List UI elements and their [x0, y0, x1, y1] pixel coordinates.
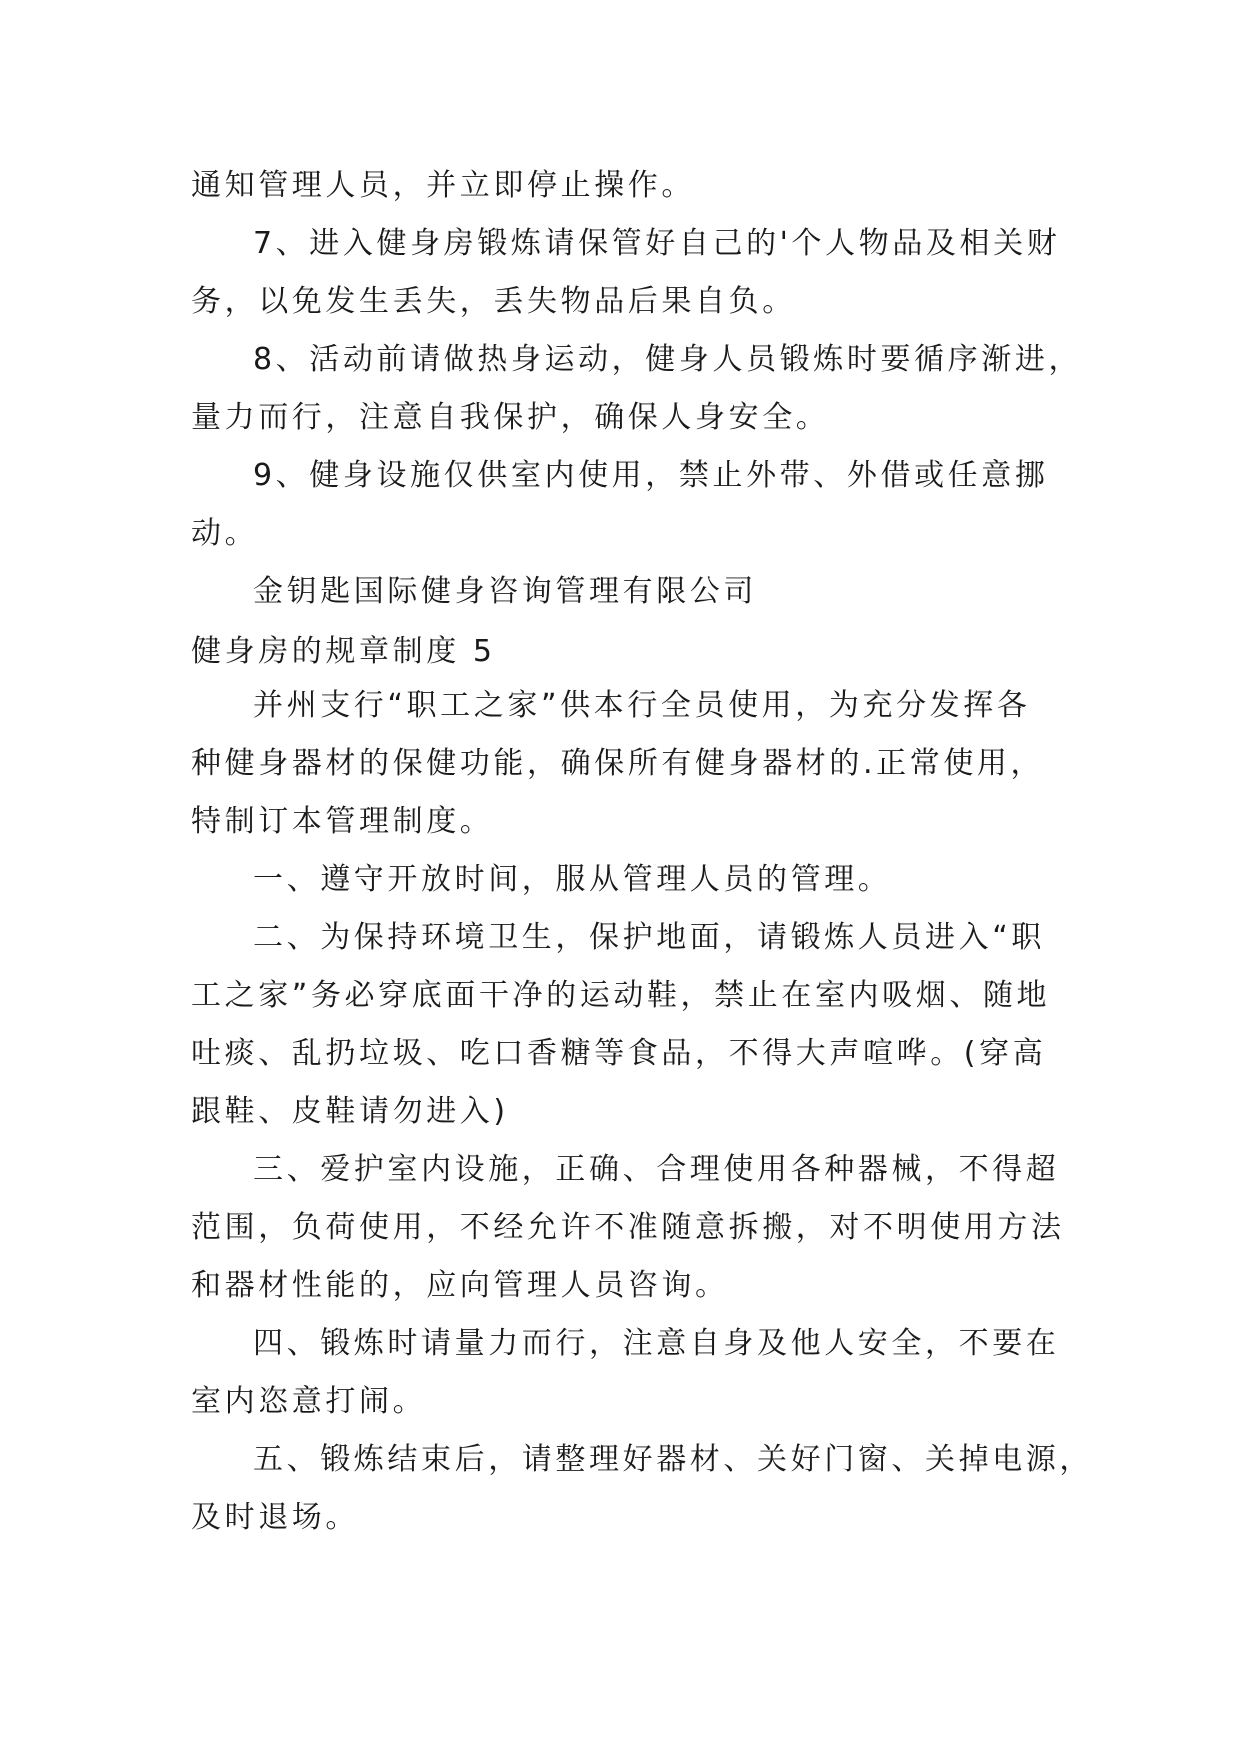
paragraph-line: 通知管理人员，并立即停止操作。: [191, 168, 695, 203]
paragraph-line: 室内恣意打闹。: [191, 1384, 427, 1419]
paragraph-line: 9、健身设施仅供室内使用，禁止外带、外借或任意挪: [253, 458, 1049, 493]
paragraph-line: 三、爱护室内设施，正确、合理使用各种器械，不得超: [253, 1152, 1060, 1187]
paragraph-line: 并州支行“职工之家”供本行全员使用，为充分发挥各: [253, 688, 1031, 723]
paragraph-line: 动。: [191, 516, 259, 551]
section-heading-text: 健身房的规章制度 5: [191, 634, 496, 669]
paragraph-line: 务，以免发生丢失，丢失物品后果自负。: [191, 284, 796, 319]
paragraph-line: 特制订本管理制度。: [191, 804, 494, 839]
paragraph-line: 及时退场。: [191, 1500, 359, 1535]
paragraph-line: 和器材性能的，应向管理人员咨询。: [191, 1268, 729, 1303]
paragraph-line: 一、遵守开放时间，服从管理人员的管理。: [253, 862, 892, 897]
paragraph-line: 种健身器材的保健功能，确保所有健身器材的.正常使用，: [191, 746, 1045, 781]
paragraph-line: 范围，负荷使用，不经允许不准随意拆搬，对不明使用方法: [191, 1210, 1065, 1245]
paragraph-line: 量力而行，注意自我保护，确保人身安全。: [191, 400, 830, 435]
paragraph-line: 8、活动前请做热身运动，健身人员锻炼时要循序渐进，: [253, 342, 1083, 377]
paragraph-line: 跟鞋、皮鞋请勿进入): [191, 1094, 509, 1129]
paragraph-line: 吐痰、乱扔垃圾、吃口香糖等食品，不得大声喧哗。(穿高: [191, 1036, 1047, 1071]
paragraph-line: 五、锻炼结束后，请整理好器材、关好门窗、关掉电源，: [253, 1442, 1093, 1477]
paragraph-line: 7、进入健身房锻炼请保管好自己的'个人物品及相关财: [253, 226, 1061, 261]
paragraph-line: 工之家”务必穿底面干净的运动鞋，禁止在室内吸烟、随地: [191, 978, 1051, 1013]
paragraph-line: 金钥匙国际健身咨询管理有限公司: [253, 574, 757, 609]
paragraph-line: 二、为保持环境卫生，保护地面，请锻炼人员进入“职: [253, 920, 1045, 955]
paragraph-line: 四、锻炼时请量力而行，注意自身及他人安全，不要在: [253, 1326, 1060, 1361]
